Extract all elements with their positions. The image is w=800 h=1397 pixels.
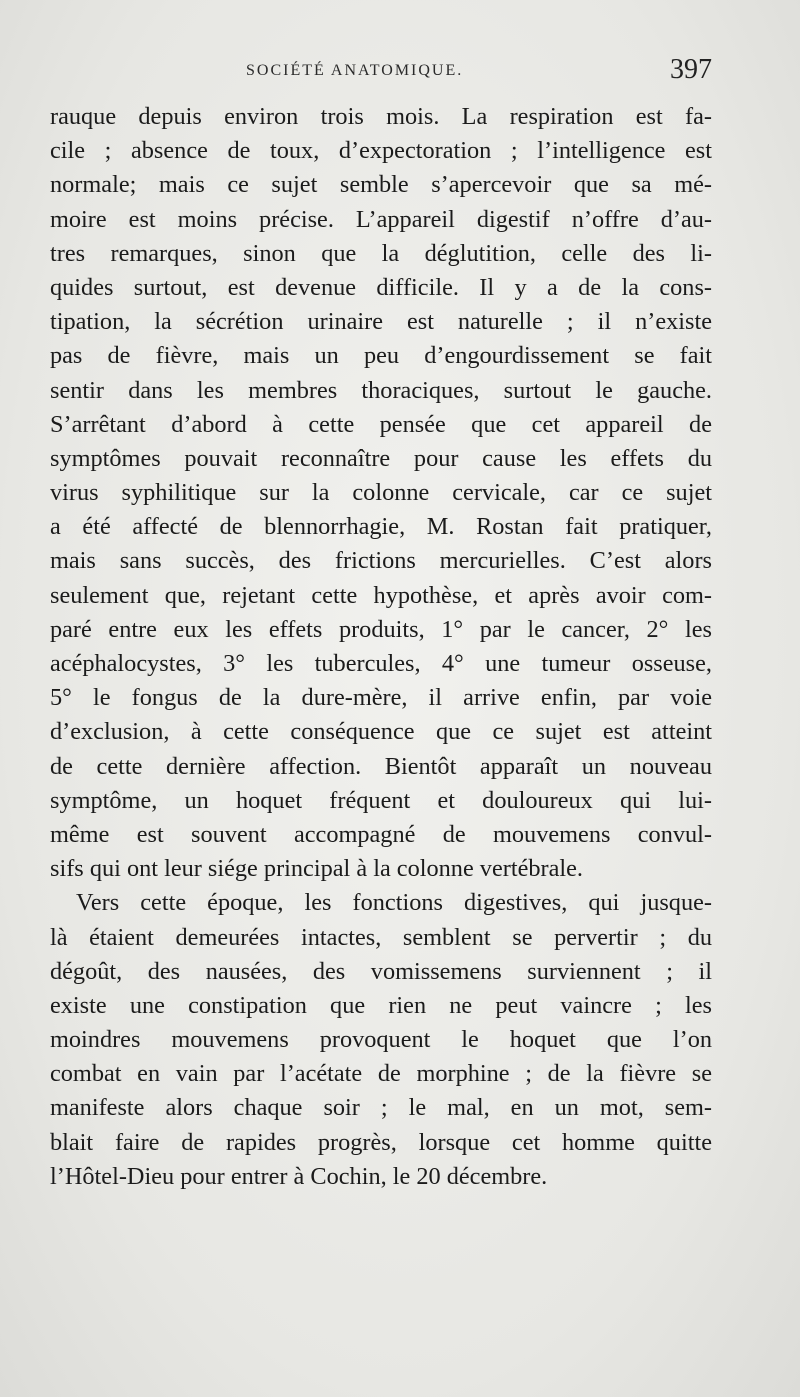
text-line: Vers cette époque, les fonctions digestives, qui jusque- [76,889,712,917]
text-line: seulement que, rejetant cette hypothèse, et après avoir com- [50,581,712,609]
text-line: quides surtout, est devenue difficile. Il y a de la cons- [50,273,712,301]
text-line: pas de fièvre, mais un peu d’engourdissement se fait [50,342,712,370]
text-line: de cette dernière affection. Bientôt apparaît un nouveau [50,752,712,780]
text-line: même est souvent accompagné de mouvemens convul- [50,820,712,848]
text-line: combat en vain par l’acétate de morphine ; de la fièvre se [50,1060,712,1088]
text-line: symptômes pouvait reconnaître pour cause les effets du [50,444,712,472]
text-line: blait faire de rapides progrès, lorsque cet homme quitte [50,1128,712,1156]
text-line: moire est moins précise. L’appareil digestif n’offre d’au- [50,205,712,233]
text-line: 5° le fongus de la dure-mère, il arrive enfin, par voie [50,684,712,712]
text-line: dégoût, des nausées, des vomissemens surviennent ; il [50,957,712,985]
text-line: paré entre eux les effets produits, 1° par le cancer, 2° les [50,615,712,643]
page-number: 397 [670,54,712,85]
text-line: là étaient demeurées intactes, semblent se pervertir ; du [50,923,712,951]
text-line: virus syphilitique sur la colonne cervicale, car ce sujet [50,479,712,507]
paragraph-2 [50,886,712,1194]
text-line: rauque depuis environ trois mois. La respiration est fa- [50,103,712,130]
paragraph-1 [50,100,712,886]
text-line: acéphalocystes, 3° les tubercules, 4° une tumeur osseuse, [50,650,712,677]
text-line: a été affecté de blennorrhagie, M. Rostan fait pratiquer, [50,513,712,541]
text-line: S’arrêtant d’abord à cette pensée que cet appareil de [50,410,712,438]
text-line: normale; mais ce sujet semble s’apercevoir que sa mé- [50,171,712,199]
text-line: symptôme, un hoquet fréquent et douloureux qui lui- [50,786,712,814]
page-header [50,54,712,90]
text-line: sifs qui ont leur siége principal à la colonne vertébrale. [50,855,583,883]
text-line: manifeste alors chaque soir ; le mal, en un mot, sem- [50,1094,712,1122]
text-line: tres remarques, sinon que la déglutition, celle des li- [50,239,712,267]
text-line: d’exclusion, à cette conséquence que ce sujet est atteint [50,718,712,746]
text-line: tipation, la sécrétion urinaire est naturelle ; il n’existe [50,308,712,336]
text-line: cile ; absence de toux, d’expectoration ; l’intelligence est [50,137,712,165]
text-line: l’Hôtel-Dieu pour entrer à Cochin, le 20 décembre. [50,1162,548,1190]
running-head: SOCIÉTÉ ANATOMIQUE. [246,62,464,79]
text-line: sentir dans les membres thoraciques, surtout le gauche. [50,376,712,404]
text-line: moindres mouvemens provoquent le hoquet que l’on [50,1026,712,1054]
text-line: existe une constipation que rien ne peut vaincre ; les [50,991,712,1019]
body-text [50,100,712,1194]
text-line: mais sans succès, des frictions mercurielles. C’est alors [50,547,712,575]
